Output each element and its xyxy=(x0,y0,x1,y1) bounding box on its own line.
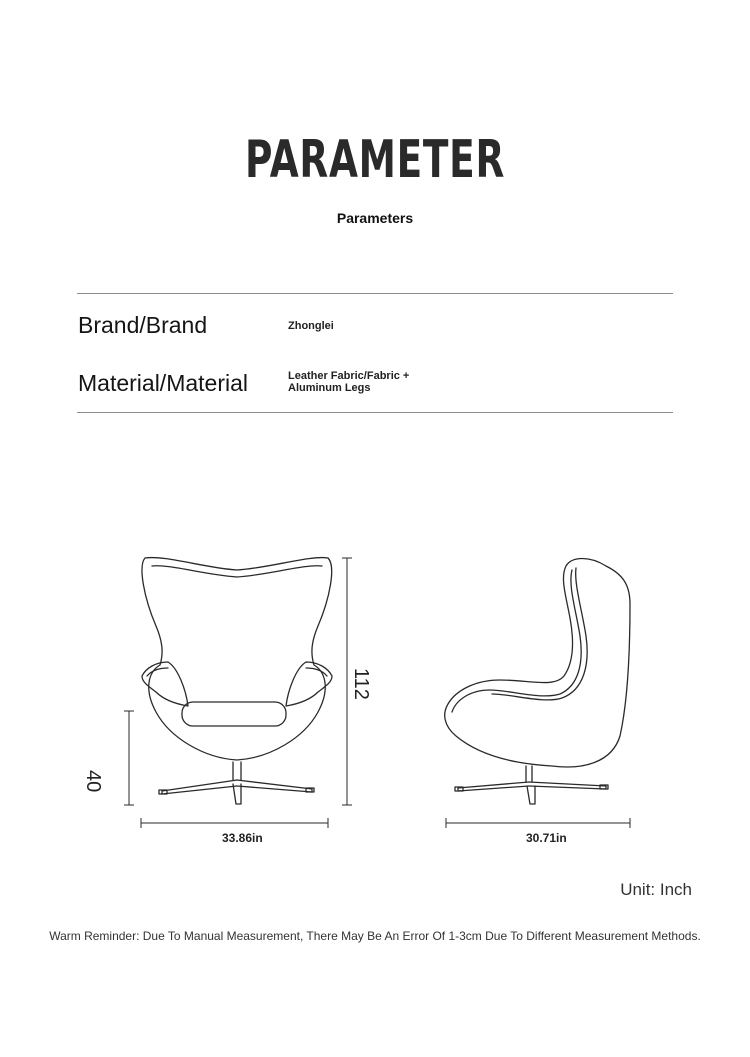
material-label: Material/Material xyxy=(78,370,248,396)
side-view-chair xyxy=(445,559,630,805)
front-view-chair xyxy=(142,558,332,804)
seat-height-dimension-line xyxy=(124,711,134,805)
unit-label: Unit: Inch xyxy=(620,880,692,899)
material-value-line1: Leather Fabric/Fabric + xyxy=(288,370,410,382)
height-value: 112 xyxy=(350,668,372,700)
material-value-line2: Aluminum Legs xyxy=(288,382,371,394)
page-title: PARAMETER xyxy=(244,130,506,190)
warm-reminder: Warm Reminder: Due To Manual Measurement, There May Be An Error Of 1-3cm Due To Different Measurement Methods. xyxy=(49,929,701,943)
side-depth-label: 30.71in xyxy=(526,831,567,845)
depth-dimension-line xyxy=(446,818,630,828)
seat-height-value: 40 xyxy=(82,770,104,793)
front-width-label: 33.86in xyxy=(222,831,263,845)
brand-label: Brand/Brand xyxy=(78,312,208,338)
page-subtitle: Parameters xyxy=(336,210,414,226)
width-dimension-line xyxy=(141,818,328,828)
brand-value: Zhonglei xyxy=(288,320,334,332)
